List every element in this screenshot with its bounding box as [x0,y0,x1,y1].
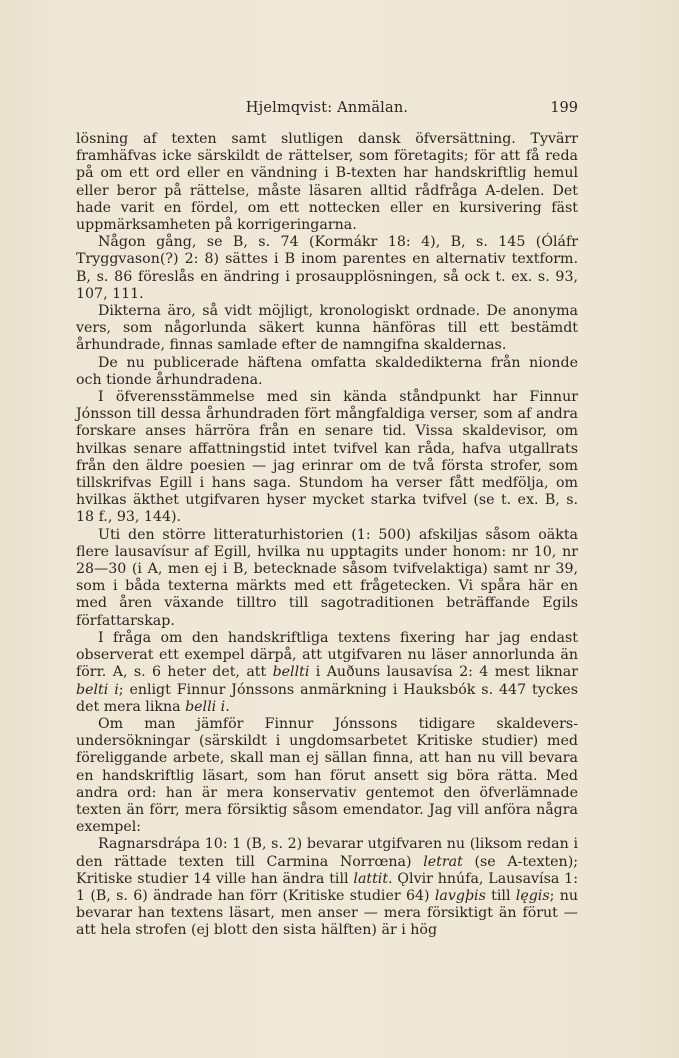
running-header [76,100,578,120]
text-run: I fråga om den handskriftliga textens fixering har jag endast observerat ett exempel därpå, att utgifvaren nu läser annorlunda än förr. A, s. 6 heter det, att [76,629,578,681]
italic-word: lęgis [515,887,550,904]
running-title: Hjelmqvist: Anmälan. [245,100,409,116]
page-number: 199 [550,100,578,116]
text-run: ; enligt Finnur Jónssons anmärkning i Hauksbók s. 447 tyckes det mera likna [76,681,578,715]
italic-word: bellti [272,664,310,681]
paragraph [76,630,578,716]
paragraph: Om man jämför Finnur Jónssons tidigare skaldevers-undersökningar (särskildt i ungdomsarbetet Kritiske studier) med föreliggande arbete, skall man ej sällan finna, att han nu vill bevara en handskriftlig läsart, som han förut ansett sig böra rätta. Med andra ord: han är mera konservativ gentemot den öfverlämnade texten än förr, mera försiktig såsom emendator. Jag vill anföra några exempel: [76,715,578,836]
italic-word: letrat [423,853,463,870]
text-run: i Auðuns lausavísa 2: 4 mest liknar [309,664,578,681]
text-run: (se A-texten); Kritiske studier 14 ville han ändra till [76,853,579,887]
paragraph-continued: lösning af texten samt slutligen dansk öfversättning. Tyvärr framhäfvas icke särskildt de rättelser, som företagits; för att få reda på om ett ord eller en vändning i B-texten har handskriftlig hemul eller beror på rättelse, måste läsaren alltid rådfråga A-delen. Det hade varit en fördel, om ett nottecken eller en kursivering fäst uppmärksamheten på korrigeringarna. [76,131,578,234]
text-run: . [225,698,230,715]
text-run: till [485,887,516,904]
paragraph [76,836,578,939]
text-run: Ragnarsdrápa 10: 1 (B, s. 2) bevarar utgifvaren nu (liksom redan i den rättade texten till Carmina Norrœna) [76,836,578,870]
text-run: . Ǫlvir hnúfa, Lausavísa 1: 1 (B, s. 6) ändrade han förr (Kritiske studier 64) [76,870,578,904]
paragraph: Uti den större litteraturhistorien (1: 500) afskiljas såsom oäkta flere lausavísur af Egill, hvilka nu upptagits under honom: nr 10, nr 28—30 (i A, men ej i B, betecknade såsom tvifvelaktiga) samt nr 39, som i båda texterna märkts med ett frågetecken. Vi spåra här en med åren växande tilltro till sagotraditionen beträffande Egils författarskap. [76,526,578,629]
body-text [76,131,578,940]
paragraph: I öfverensstämmelse med sin kända ståndpunkt har Finnur Jónsson till dessa århundraden fört mångfaldiga verser, som af andra forskare anses härröra från en senare tid. Vissa skaldevisor, om hvilkas senare affattningstid intet tvifvel kan råda, hafva utgallrats från den äldre poesien — jag erinrar om de två första strofer, som tillskrifvas Egill i hans saga. Stundom ha verser fått medfölja, om hvilkas äkthet utgifvaren hyser mycket starka tvifvel (se t. ex. B, s. 18 f., 93, 144). [76,389,578,526]
text-run: ; nu bevarar han textens läsart, men anser — mera försiktigt än förut — att hela strofen (ej blott den sista hälften) är i hög [76,887,578,939]
italic-word: belli i [185,698,226,715]
italic-word: belti i [76,681,119,698]
italic-word: lattit [353,870,389,887]
italic-word: lavgþis [434,887,486,904]
paragraph: De nu publicerade häftena omfatta skaldedikterna från nionde och tionde århundradena. [76,354,578,388]
paragraph: Någon gång, se B, s. 74 (Kormákr 18: 4), B, s. 145 (Óláfr Tryggvason(?) 2: 8) sättes i B inom parentes en alternativ textform. B, s. 86 föreslås en ändring i prosaupplösningen, så ock t. ex. s. 93, 107, 111. [76,234,578,302]
paragraph: Dikterna äro, så vidt möjligt, kronologiskt ordnade. De anonyma vers, som någorlunda säkert kunna hänföras till ett bestämdt århundrade, finnas samlade efter de namngifna skaldernas. [76,303,578,354]
